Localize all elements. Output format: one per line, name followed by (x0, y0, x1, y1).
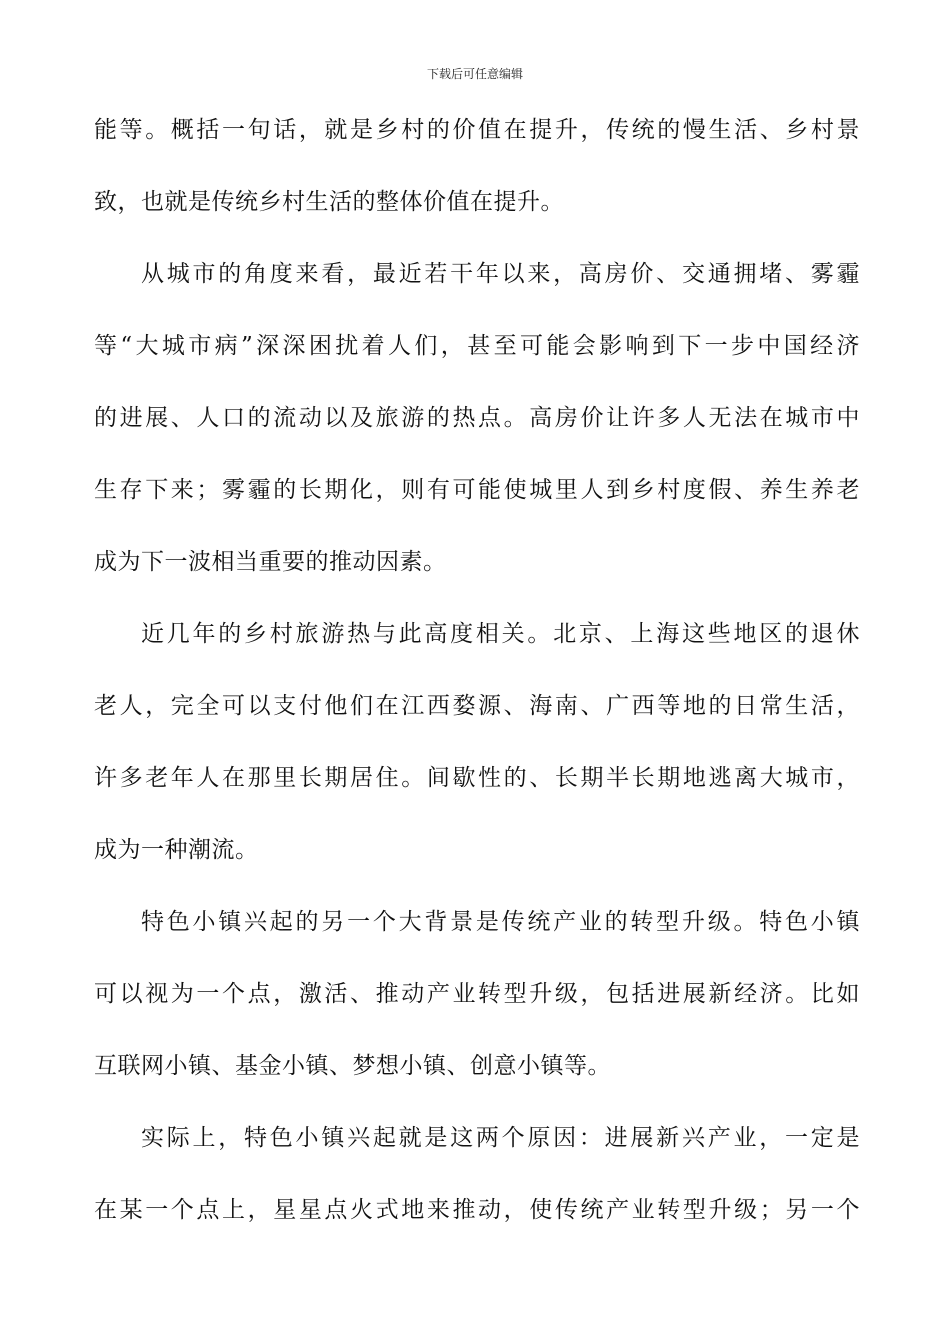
text-line: 能等。概括一句话，就是乡村的价值在提升，传统的慢生活、乡村景 (94, 117, 860, 143)
body-text (94, 104, 860, 1256)
text-line: 成为一种潮流。 (94, 837, 259, 863)
text-line: 生存下来；雾霾的长期化，则有可能使城里人到乡村度假、养生养老 (94, 477, 860, 503)
text-line: 等“大城市病”深深困扰着人们，甚至可能会影响到下一步中国经济 (94, 333, 860, 359)
text-line: 许多老年人在那里长期居住。间歇性的、长期半长期地逃离大城市， (94, 765, 860, 791)
text-line: 互联网小镇、基金小镇、梦想小镇、创意小镇等。 (94, 1053, 611, 1079)
text-line: 的进展、人口的流动以及旅游的热点。高房价让许多人无法在城市中 (94, 405, 860, 431)
text-line: 成为下一波相当重要的推动因素。 (94, 549, 447, 575)
text-line: 实际上，特色小镇兴起就是这两个原因：进展新兴产业，一定是 (141, 1125, 860, 1151)
text-line: 在某一个点上，星星点火式地来推动，使传统产业转型升级；另一个 (94, 1197, 860, 1223)
header-note: 下载后可任意编辑 (426, 67, 523, 81)
text-line: 老人，完全可以支付他们在江西婺源、海南、广西等地的日常生活， (94, 693, 860, 719)
text-line: 可以视为一个点，激活、推动产业转型升级，包括进展新经济。比如 (94, 981, 860, 1007)
text-line: 近几年的乡村旅游热与此高度相关。北京、上海这些地区的退休 (141, 621, 860, 647)
text-line: 从城市的角度来看，最近若干年以来，高房价、交通拥堵、雾霾 (141, 261, 860, 287)
text-line: 特色小镇兴起的另一个大背景是传统产业的转型升级。特色小镇 (141, 909, 860, 935)
text-line: 致，也就是传统乡村生活的整体价值在提升。 (94, 189, 564, 215)
